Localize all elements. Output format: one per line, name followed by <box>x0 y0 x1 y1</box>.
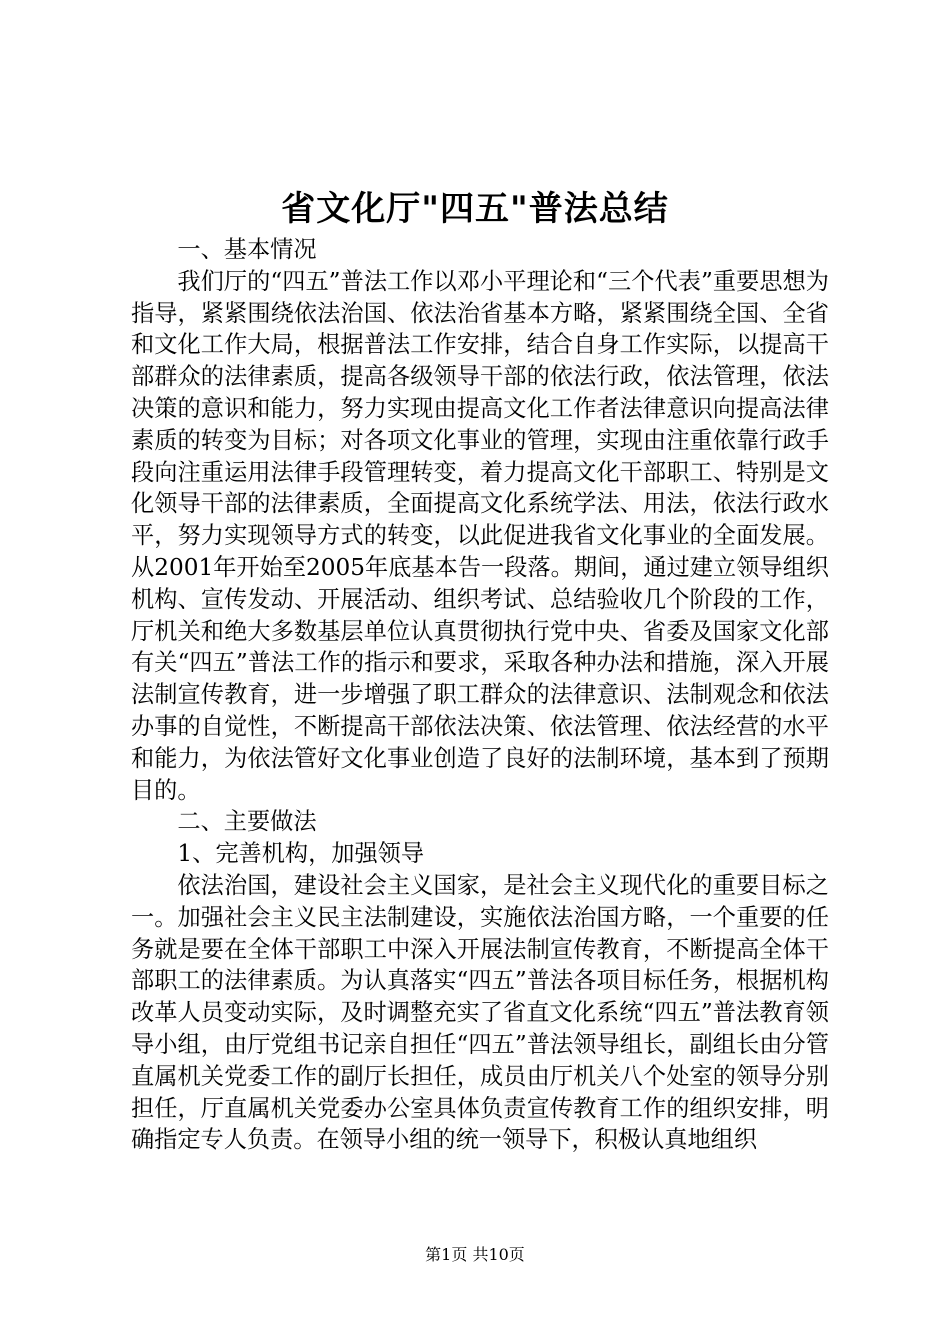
subsection-heading: 1、完善机构，加强领导 <box>177 840 425 868</box>
section-heading-basic-situation: 一、基本情况 <box>177 236 317 263</box>
body-paragraph: 依法治国，建设社会主义国家，是社会主义现代化的重要目标之一。加强社会主义民主法制建设，实施依法治国方略，一个重要的任务就是要在全体干部职工中深入开展法制宣传教育，不断提高全体干部职工的法律素质。为认真落实“四五”普法各项目标任务，根据机构改革人员变动实际，及时调整充实了省直文化系统“四五”普法教育领导小组，由厅党组书记亲自担任“四五”普法领导组长，副组长由分管直属机关党委工作的副厅长担任，成员由厅机关八个处室的领导分别担任，厅直属机关党委办公室具体负责宣传教育工作的组织安排，明确指定专人负责。在领导小组的统一领导下，积极认真地组织 <box>131 871 829 1154</box>
document-title: 省文化厅"四五"普法总结 <box>281 189 669 229</box>
section-heading-main-practices: 二、主要做法 <box>177 808 317 836</box>
body-paragraph: 我们厅的“四五”普法工作以邓小平理论和“三个代表”重要思想为指导，紧紧围绕依法治国、依法治省基本方略，紧紧围绕全国、全省和文化工作大局，根据普法工作安排，结合自身工作实际，以提高干部群众的法律素质，提高各级领导干部的依法行政，依法管理，依法决策的意识和能力，努力实现由提高文化工作者法律意识向提高法律素质的转变为目标；对各项文化事业的管理，实现由注重依靠行政手段向注重运用法律手段管理转变，着力提高文化干部职工、特别是文化领导干部的法律素质，全面提高文化系统学法、用法，依法行政水平，努力实现领导方式的转变，以此促进我省文化事业的全面发展。从2001年开始至2005年底基本告一段落。期间，通过建立领导组织机构、宣传发动、开展活动、组织考试、总结验收几个阶段的工作，厅机关和绝大多数基层单位认真贯彻执行党中央、省委及国家文化部有关“四五”普法工作的指示和要求，采取各种办法和措施，深入开展法制宣传教育，进一步增强了职工群众的法律意识、法制观念和依法办事的自觉性，不断提高干部依法决策、依法管理、依法经营的水平和能力，为依法管好文化事业创造了良好的法制环境，基本到了预期目的。 <box>131 267 829 804</box>
page-footer: 第1页 共10页 <box>425 1245 525 1264</box>
document-body <box>131 234 829 1156</box>
